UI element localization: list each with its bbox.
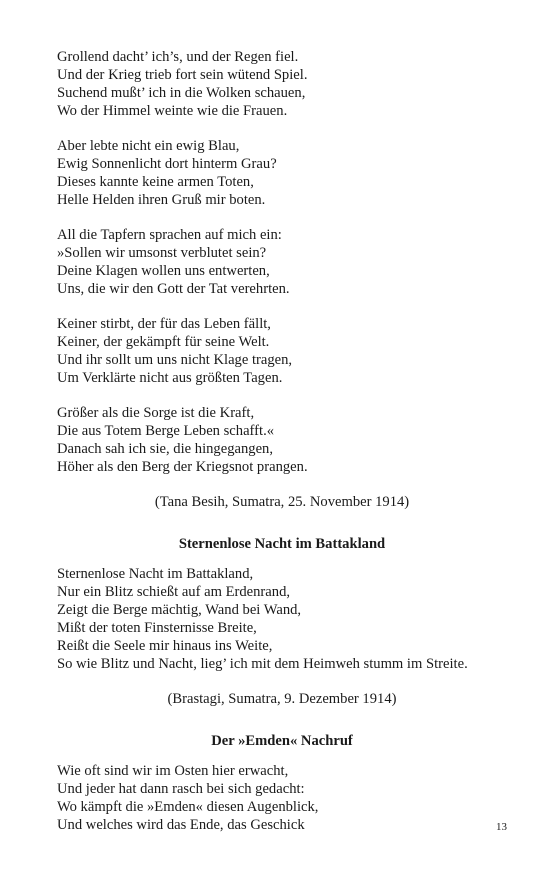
poem1-stanza-3 (57, 226, 507, 298)
poem-line: All die Tapfern sprachen auf mich ein: (57, 227, 282, 243)
poem1-stanza-5 (57, 404, 507, 476)
poem2-stanza (57, 565, 507, 673)
poem1-dateline: (Tana Besih, Sumatra, 25. November 1914) (154, 494, 410, 510)
poem1-stanza-2 (57, 137, 507, 209)
poem-line: Keiner stirbt, der für das Leben fällt, (57, 316, 271, 332)
poem-line: Reißt die Seele mir hinaus ins Weite, (57, 638, 273, 654)
poem-line: Höher als den Berg der Kriegsnot prangen. (57, 459, 308, 475)
poem-line: Uns, die wir den Gott der Tat verehrten. (57, 281, 290, 297)
page-content (57, 48, 507, 851)
poem-line: Helle Helden ihren Gruß mir boten. (57, 192, 266, 208)
poem3-stanza (57, 762, 507, 834)
poem-line: Wo der Himmel weinte wie die Frauen. (57, 103, 288, 119)
poem-line: Danach sah ich sie, die hingegangen, (57, 441, 273, 457)
poem-line: »Sollen wir umsonst verblutet sein? (57, 245, 267, 261)
poem-line: Keiner, der gekämpft für seine Welt. (57, 334, 270, 350)
poem-line: Grollend dacht’ ich’s, und der Regen fiel. (57, 49, 299, 65)
poem-line: So wie Blitz und Nacht, lieg’ ich mit dem Heimweh stumm im Streite. (57, 656, 468, 672)
poem-line: Wie oft sind wir im Osten hier erwacht, (57, 763, 289, 779)
poem-line: Um Verklärte nicht aus größten Tagen. (57, 370, 283, 386)
poem-line: Suchend mußt’ ich in die Wolken schauen, (57, 85, 306, 101)
poem-line: Mißt der toten Finsternisse Breite, (57, 620, 257, 636)
poem-line: Größer als die Sorge ist die Kraft, (57, 405, 255, 421)
poem1-stanza-1 (57, 48, 507, 120)
poem-line: Und der Krieg trieb fort sein wütend Spiel. (57, 67, 308, 83)
poem-line: Wo kämpft die »Emden« diesen Augenblick, (57, 799, 319, 815)
poem-line: Und ihr sollt um uns nicht Klage tragen, (57, 352, 293, 368)
poem-line: Deine Klagen wollen uns entwerten, (57, 263, 270, 279)
poem3-title: Der »Emden« Nachruf (211, 733, 353, 749)
poem-line: Und jeder hat dann rasch bei sich gedacht: (57, 781, 305, 797)
poem-line: Die aus Totem Berge Leben schafft.« (57, 423, 275, 439)
page-number: 13 (496, 821, 507, 833)
poem-line: Ewig Sonnenlicht dort hinterm Grau? (57, 156, 277, 172)
poem2-title: Sternenlose Nacht im Battakland (178, 536, 386, 552)
poem1-stanza-4 (57, 315, 507, 387)
poem-line: Aber lebte nicht ein ewig Blau, (57, 138, 240, 154)
poem-line: Sternenlose Nacht im Battakland, (57, 566, 254, 582)
poem-line: Nur ein Blitz schießt auf am Erdenrand, (57, 584, 291, 600)
poem-line: Dieses kannte keine armen Toten, (57, 174, 254, 190)
poem-line: Und welches wird das Ende, das Geschick (57, 817, 305, 833)
poem-line: Zeigt die Berge mächtig, Wand bei Wand, (57, 602, 302, 618)
poem2-dateline: (Brastagi, Sumatra, 9. Dezember 1914) (167, 691, 397, 707)
